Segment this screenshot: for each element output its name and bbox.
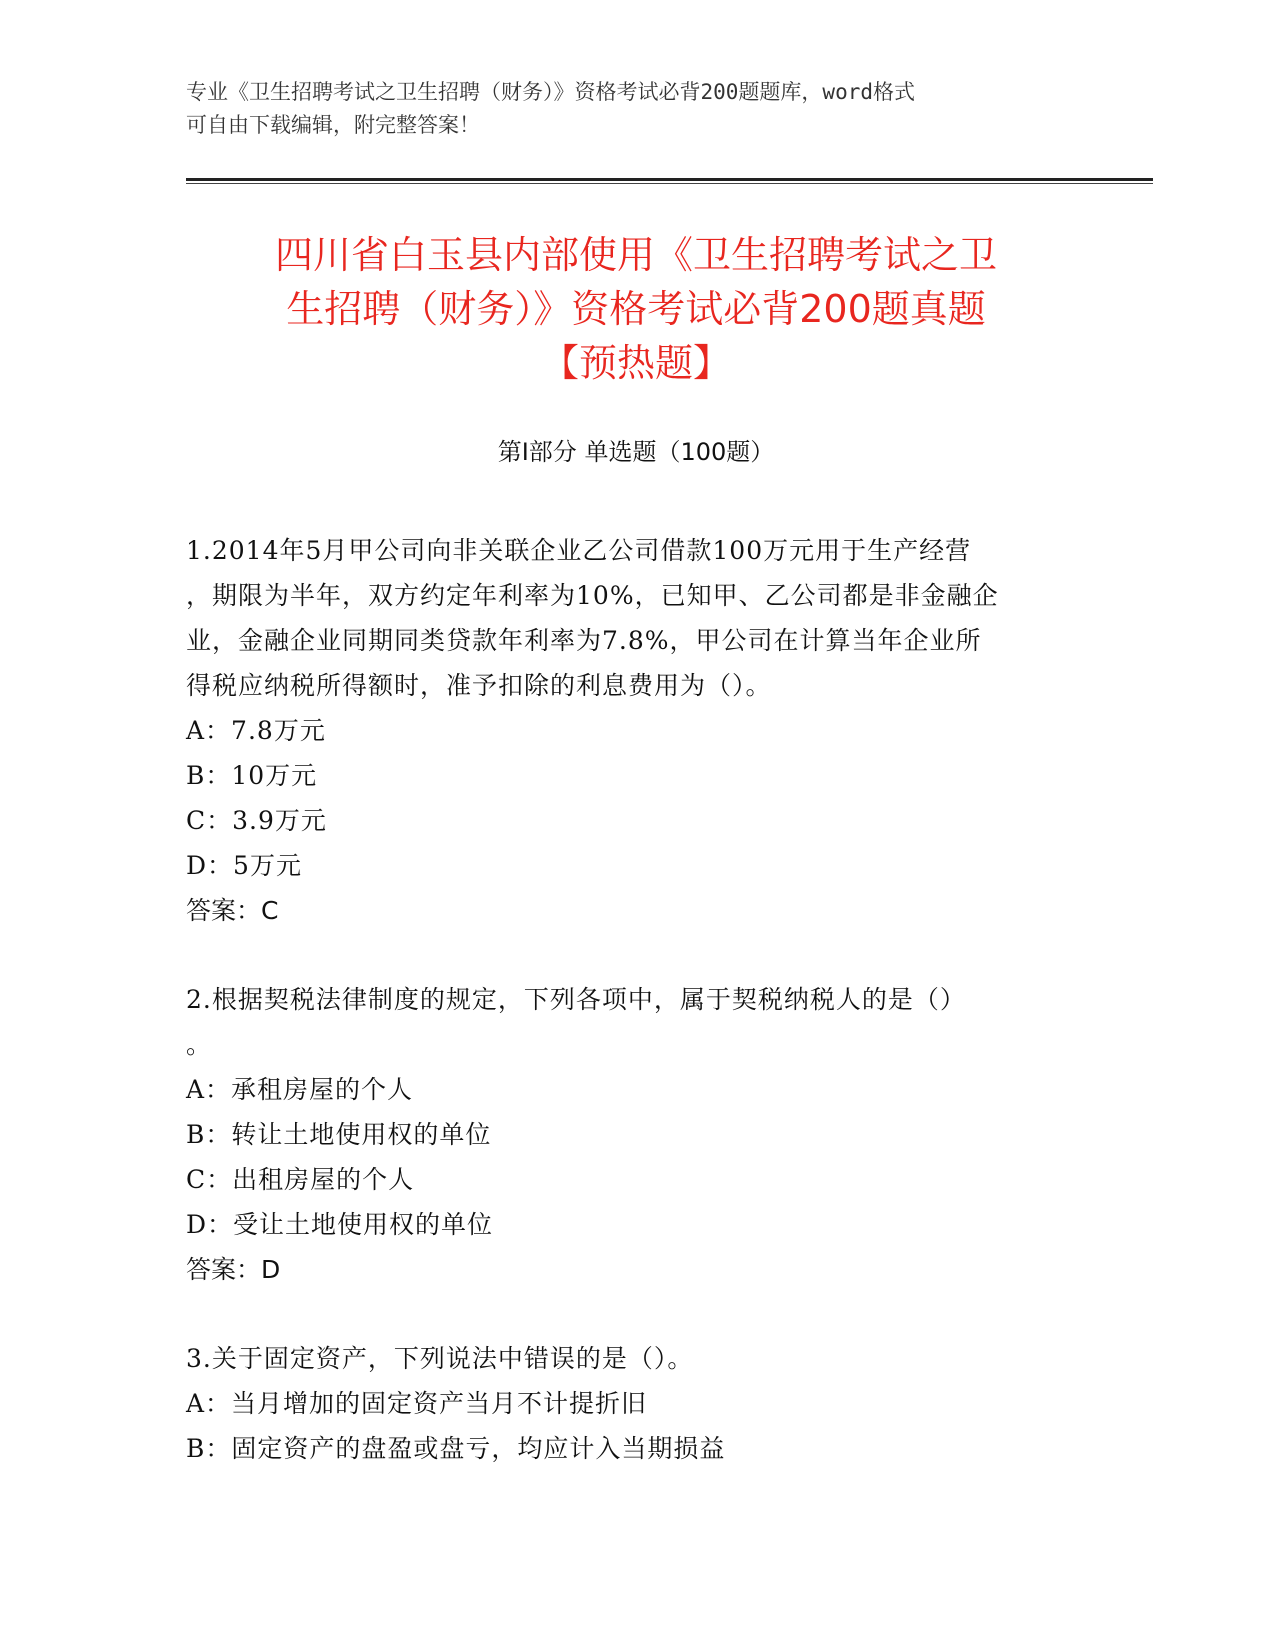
stem-line: 2.根据契税法律制度的规定，下列各项中，属于契税纳税人的是（） xyxy=(186,985,966,1014)
header-note xyxy=(186,76,1066,142)
answer-label: 答案：C xyxy=(186,896,279,925)
stem-line: 。 xyxy=(186,1030,213,1059)
question-stem xyxy=(186,977,1086,1067)
title-line: 【预热题】 xyxy=(540,341,731,385)
option-d: D：5万元 xyxy=(186,851,302,880)
option-a: A：承租房屋的个人 xyxy=(186,1075,414,1104)
option-a: A：7.8万元 xyxy=(186,716,326,745)
question-stem xyxy=(186,1336,1086,1381)
header-note-line: 专业《卫生招聘考试之卫生招聘（财务）》资格考试必背200题题库，word格式 xyxy=(186,80,915,104)
option-d: D：受让土地使用权的单位 xyxy=(186,1210,494,1239)
option-b: B：10万元 xyxy=(186,761,318,790)
document-title xyxy=(186,228,1086,390)
question-3 xyxy=(186,1336,1086,1471)
option-b: B：转让土地使用权的单位 xyxy=(186,1120,492,1149)
stem-line: 业，金融企业同期同类贷款年利率为7.8%，甲公司在计算当年企业所 xyxy=(186,626,982,655)
option-c: C：3.9万元 xyxy=(186,806,327,835)
section-title: 第Ⅰ部分 单选题（100题） xyxy=(497,438,775,466)
answer-label: 答案：D xyxy=(186,1255,281,1284)
header-divider-thick xyxy=(186,178,1153,181)
header-note-line: 可自由下载编辑，附完整答案！ xyxy=(186,113,480,137)
option-a: A：当月增加的固定资产当月不计提折旧 xyxy=(186,1389,648,1418)
header-divider-thin xyxy=(186,183,1153,184)
question-2 xyxy=(186,977,1086,1292)
question-list xyxy=(186,528,1086,1515)
stem-line: 1.2014年5月甲公司向非关联企业乙公司借款100万元用于生产经营 xyxy=(186,536,972,565)
question-stem xyxy=(186,528,1086,708)
title-line: 生招聘（财务）》资格考试必背200题真题 xyxy=(286,287,986,331)
stem-line: 得税应纳税所得额时，准予扣除的利息费用为（）。 xyxy=(186,671,772,700)
question-1 xyxy=(186,528,1086,933)
option-b: B：固定资产的盘盈或盘亏，均应计入当期损益 xyxy=(186,1434,726,1463)
stem-line: 3.关于固定资产，下列说法中错误的是（）。 xyxy=(186,1344,694,1373)
title-line: 四川省白玉县内部使用《卫生招聘考试之卫 xyxy=(274,233,997,277)
option-c: C：出租房屋的个人 xyxy=(186,1165,415,1194)
stem-line: ，期限为半年，双方约定年利率为10%，已知甲、乙公司都是非金融企 xyxy=(186,581,999,610)
